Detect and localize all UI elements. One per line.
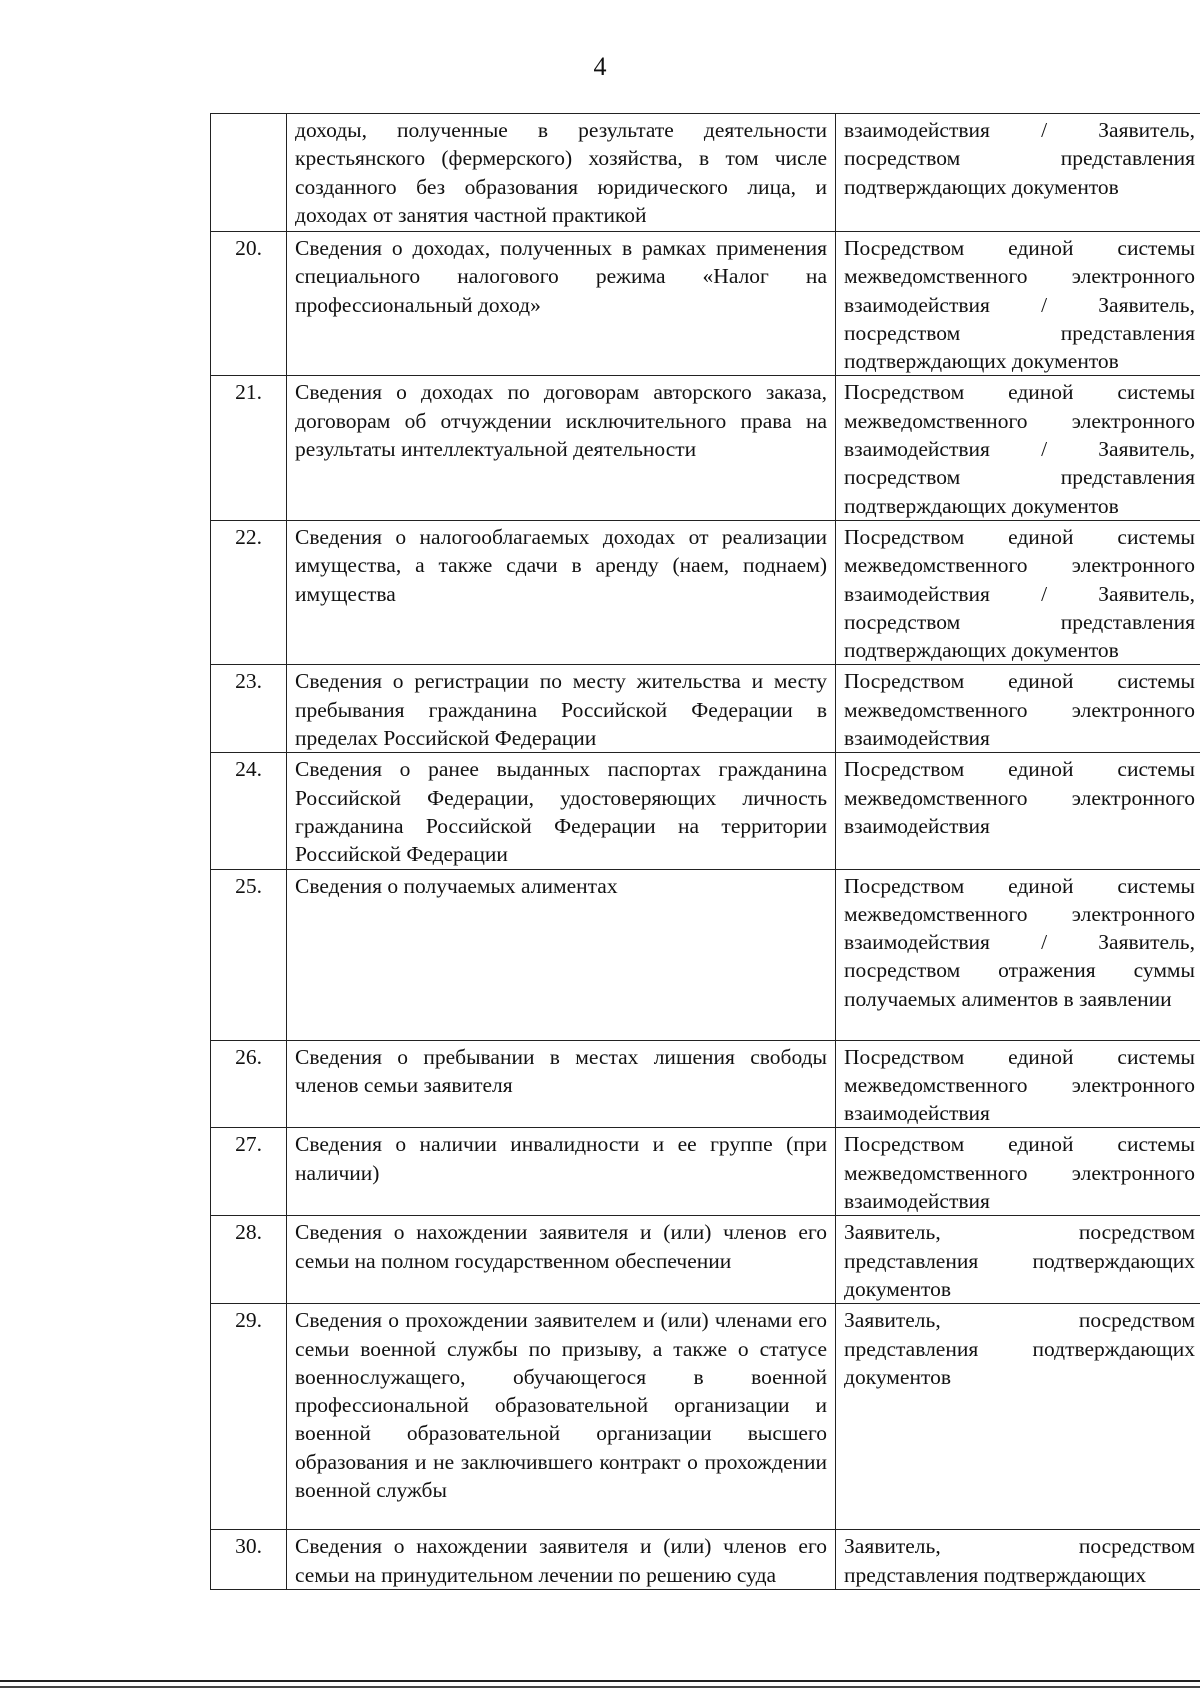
row-number: 25. [211, 869, 287, 1040]
table-row [211, 665, 1200, 753]
row-description-text: Сведения о нахождении заявителя и (или) членов его семьи на полном государственном обеспечении [295, 1220, 827, 1273]
documents-table [210, 113, 1200, 1590]
row-description [287, 114, 836, 232]
row-number: 24. [211, 753, 287, 869]
row-source-text: Посредством единой системы межведомственного электронного взаимодействия [844, 669, 1195, 751]
row-source-text: Посредством единой системы межведомственного электронного взаимодействия / Заявитель, посредством представления подтверждающих документов [844, 524, 1195, 663]
row-source-text: Посредством единой системы межведомственного электронного взаимодействия [844, 1132, 1195, 1214]
table-row [211, 869, 1200, 1040]
scan-edge-line [0, 1686, 1200, 1688]
table-row [211, 1128, 1200, 1216]
row-source-text: взаимодействия / Заявитель, посредством представления подтверждающих документов [844, 118, 1195, 199]
row-source [836, 114, 1200, 232]
row-number: 22. [211, 520, 287, 664]
row-number: 26. [211, 1040, 287, 1128]
row-number: 23. [211, 665, 287, 753]
row-number: 21. [211, 376, 287, 520]
row-description [287, 232, 836, 376]
row-description-text: доходы, полученные в результате деятельности крестьянского (фермерского) хозяйства, в том числе созданного без образования юридического лица, и доходах от занятия частной практикой [295, 118, 827, 227]
table-row [211, 1040, 1200, 1128]
row-source [836, 520, 1200, 664]
row-description-text: Сведения о регистрации по месту жительства и месту пребывания гражданина Российской Федерации в пределах Российской Федерации [295, 669, 827, 751]
row-source [836, 1128, 1200, 1216]
row-description [287, 1304, 836, 1530]
row-description [287, 869, 836, 1040]
row-description [287, 1216, 836, 1304]
row-source [836, 232, 1200, 376]
row-number: 30. [211, 1530, 287, 1590]
row-source [836, 376, 1200, 520]
row-description-text: Сведения о прохождении заявителем и (или) членами его семьи военной службы по призыву, а также о статусе военнослужащего, обучающегося в военной профессиональной образовательной организации и военной образовательной организации высшего образования и не заключившего контракт о прохождении военной службы [295, 1308, 827, 1502]
table-row [211, 520, 1200, 664]
row-description [287, 665, 836, 753]
row-source [836, 753, 1200, 869]
scan-edge-line [0, 1680, 1200, 1682]
table-row [211, 376, 1200, 520]
table-row [211, 1530, 1200, 1590]
row-source-text: Посредством единой системы межведомственного электронного взаимодействия / Заявитель, посредством отражения суммы получаемых алиментов в заявлении [844, 873, 1195, 1011]
row-description [287, 753, 836, 869]
row-number: 27. [211, 1128, 287, 1216]
table-row [211, 753, 1200, 869]
row-source [836, 1530, 1200, 1590]
row-number [211, 114, 287, 232]
row-description [287, 1128, 836, 1216]
row-source [836, 1040, 1200, 1128]
table-row [211, 114, 1200, 232]
row-source-text: Посредством единой системы межведомственного электронного взаимодействия [844, 757, 1195, 838]
row-description-text: Сведения о получаемых алиментах [295, 873, 618, 898]
row-source [836, 1304, 1200, 1530]
row-description [287, 1040, 836, 1128]
row-source [836, 869, 1200, 1040]
row-description-text: Сведения о наличии инвалидности и ее группе (при наличии) [295, 1132, 827, 1185]
row-source-text: Заявитель, посредством представления подтверждающих документов [844, 1220, 1195, 1301]
row-source-text: Заявитель, посредством представления подтверждающих [844, 1534, 1195, 1587]
row-description-text: Сведения о доходах по договорам авторского заказа, договорам об отчуждении исключительного права на результаты интеллектуальной деятельности [295, 380, 827, 462]
row-source-text: Посредством единой системы межведомственного электронного взаимодействия / Заявитель, посредством представления подтверждающих документов [844, 236, 1195, 374]
row-source-text: Посредством единой системы межведомственного электронного взаимодействия / Заявитель, посредством представления подтверждающих документов [844, 380, 1195, 518]
row-number: 29. [211, 1304, 287, 1530]
row-number: 20. [211, 232, 287, 376]
row-description-text: Сведения о налогооблагаемых доходах от реализации имущества, а также сдачи в аренду (наем, поднаем) имущества [295, 524, 827, 606]
row-description [287, 1530, 836, 1590]
row-description-text: Сведения о пребывании в местах лишения свободы членов семьи заявителя [295, 1044, 827, 1097]
row-number: 28. [211, 1216, 287, 1304]
row-source [836, 1216, 1200, 1304]
row-source-text: Заявитель, посредством представления подтверждающих документов [844, 1308, 1195, 1389]
row-source-text: Посредством единой системы межведомственного электронного взаимодействия [844, 1044, 1195, 1126]
row-description-text: Сведения о ранее выданных паспортах гражданина Российской Федерации, удостоверяющих личность гражданина Российской Федерации на территории Российской Федерации [295, 757, 827, 867]
table-row [211, 1216, 1200, 1304]
row-description [287, 520, 836, 664]
table-row [211, 232, 1200, 376]
row-description-text: Сведения о нахождении заявителя и (или) членов его семьи на принудительном лечении по решению суда [295, 1534, 827, 1587]
row-description-text: Сведения о доходах, полученных в рамках применения специального налогового режима «Налог на профессиональный доход» [295, 236, 827, 317]
row-source [836, 665, 1200, 753]
page-number: 4 [593, 52, 607, 81]
table-row [211, 1304, 1200, 1530]
row-description [287, 376, 836, 520]
